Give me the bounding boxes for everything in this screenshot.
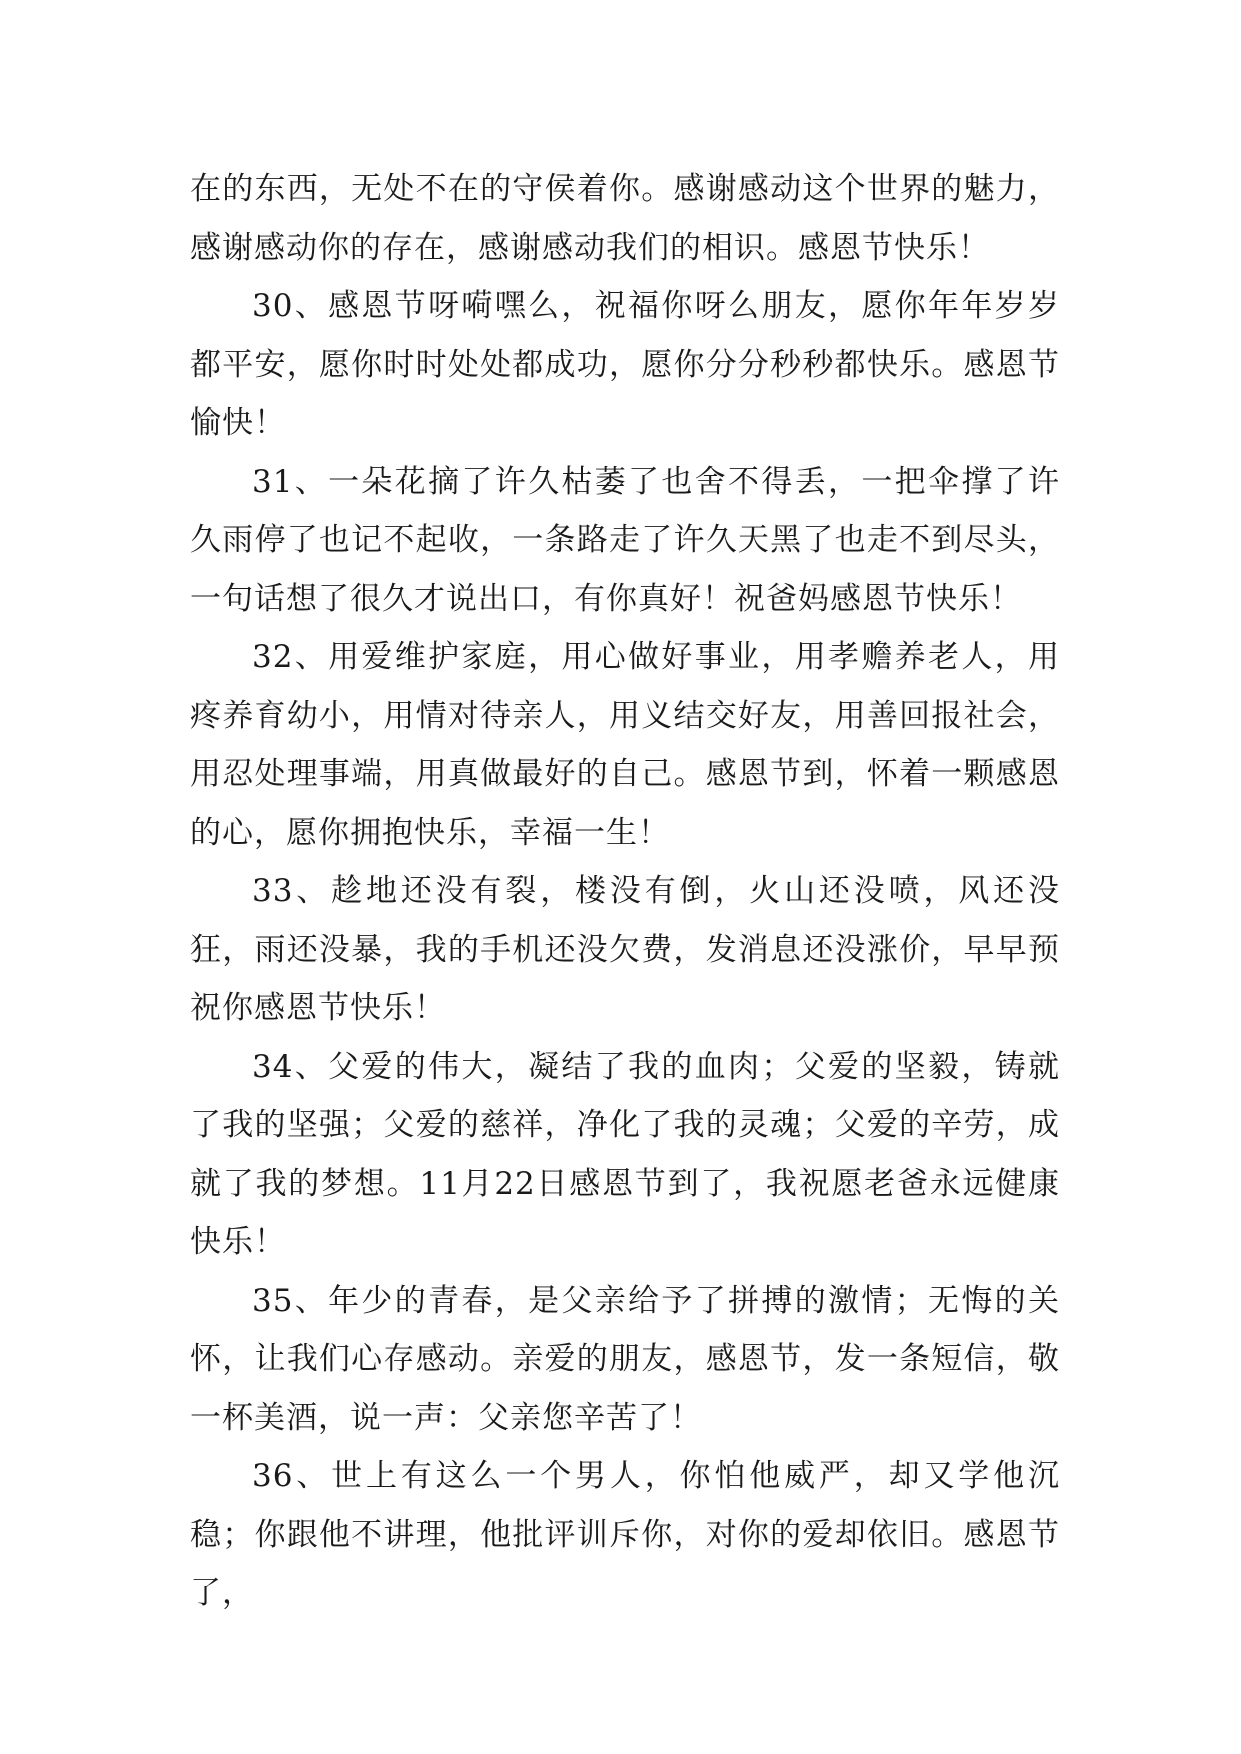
paragraph-32: 32、用爱维护家庭，用心做好事业，用孝赡养老人，用疼养育幼小，用情对待亲人，用义结交好友，用善回报社会，用忍处理事端，用真做最好的自己。感恩节到，怀着一颗感恩的心，愿你拥抱快乐，幸福一生！ (190, 639, 1060, 851)
paragraph-continuation: 在的东西，无处不在的守侯着你。感谢感动这个世界的魅力，感谢感动你的存在，感谢感动我们的相识。感恩节快乐！ (190, 171, 1060, 266)
paragraph-31: 31、一朵花摘了许久枯萎了也舍不得丢，一把伞撑了许久雨停了也记不起收，一条路走了许久天黑了也走不到尽头，一句话想了很久才说出口，有你真好！祝爸妈感恩节快乐！ (190, 463, 1060, 617)
document-body (190, 160, 1060, 1623)
paragraph-35: 35、年少的青春，是父亲给予了拼搏的激情；无悔的关怀，让我们心存感动。亲爱的朋友，感恩节，发一条短信，敬一杯美酒，说一声：父亲您辛苦了！ (190, 1282, 1060, 1436)
paragraph-34: 34、父爱的伟大，凝结了我的血肉；父爱的坚毅，铸就了我的坚强；父爱的慈祥，净化了我的灵魂；父爱的辛劳，成就了我的梦想。11月22日感恩节到了，我祝愿老爸永远健康快乐！ (190, 1048, 1060, 1260)
paragraph-30: 30、感恩节呀嗬嘿么，祝福你呀么朋友，愿你年年岁岁都平安，愿你时时处处都成功，愿你分分秒秒都快乐。感恩节愉快！ (190, 288, 1060, 441)
paragraph-36: 36、世上有这么一个男人，你怕他威严，却又学他沉稳；你跟他不讲理，他批评训斥你，对你的爱却依旧。感恩节了， (190, 1458, 1060, 1611)
paragraph-33: 33、趁地还没有裂，楼没有倒，火山还没喷，风还没狂，雨还没暴，我的手机还没欠费，发消息还没涨价，早早预祝你感恩节快乐！ (190, 873, 1060, 1026)
